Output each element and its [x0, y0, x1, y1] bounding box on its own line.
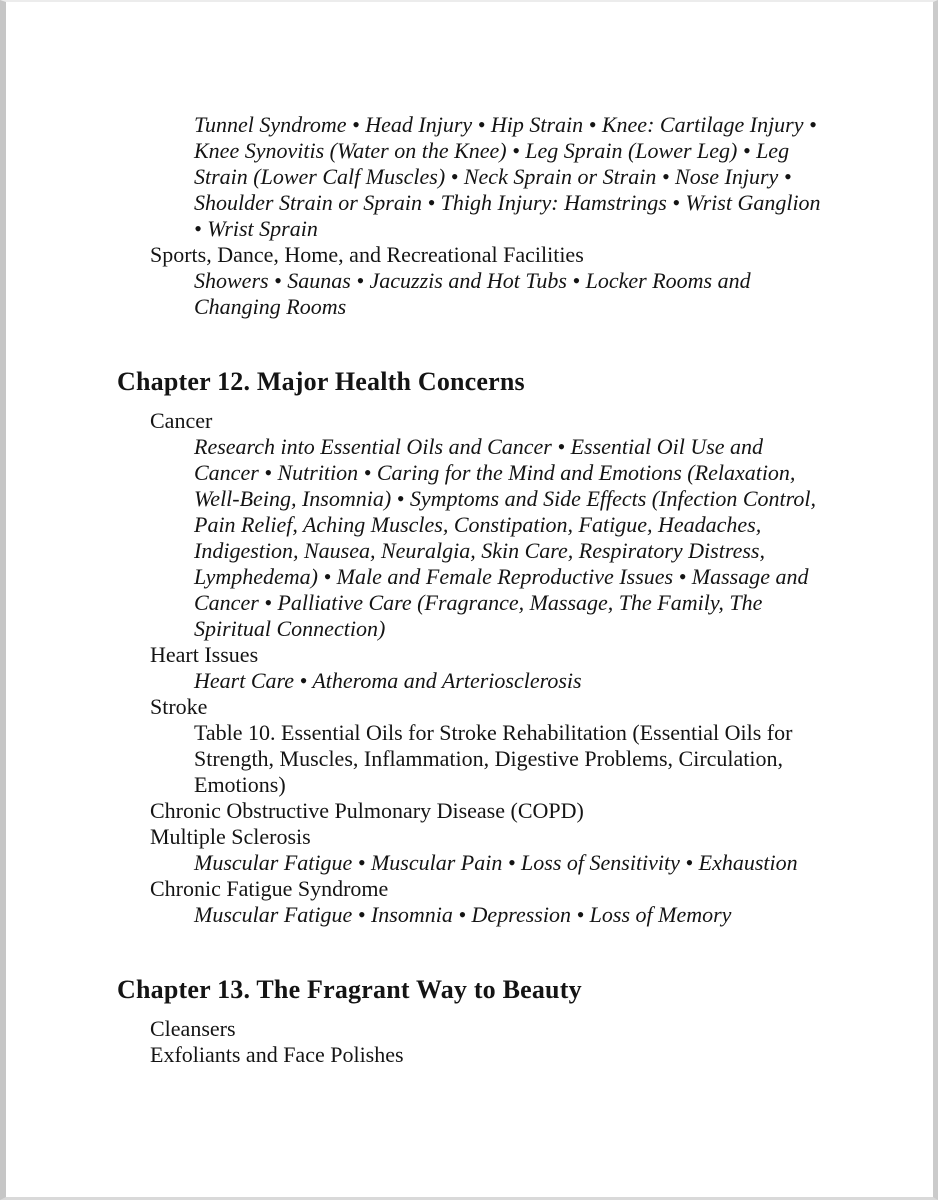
table-of-contents — [117, 112, 821, 1068]
toc-entry: Chronic Fatigue Syndrome — [150, 876, 389, 901]
toc-subentry: Muscular Fatigue • Insomnia • Depression • Loss of Memory — [194, 902, 732, 927]
chapter-heading: Chapter 13. The Fragrant Way to Beauty — [117, 975, 582, 1004]
toc-entry: Multiple Sclerosis — [150, 824, 311, 849]
toc-entry: Chronic Obstructive Pulmonary Disease (COPD) — [150, 798, 584, 823]
toc-entry: Heart Issues — [150, 642, 259, 667]
chapter-heading: Chapter 12. Major Health Concerns — [117, 367, 525, 396]
page-content — [6, 2, 933, 1068]
toc-subentry: Muscular Fatigue • Muscular Pain • Loss of Sensitivity • Exhaustion — [194, 850, 798, 875]
toc-entry: Cleansers — [150, 1016, 236, 1041]
toc-entry: Stroke — [150, 694, 208, 719]
toc-subentry: Table 10. Essential Oils for Stroke Rehabilitation (Essential Oils for Strength, Muscles, Inflammation, Digestive Problems, Circulation, Emotions) — [194, 720, 793, 797]
toc-subentry: Research into Essential Oils and Cancer • Essential Oil Use and Cancer • Nutrition • Caring for the Mind and Emotions (Relaxation, Well-Being, Insomnia) • Symptoms and Side Effects (Infection Control, Pain Relief, Aching Muscles, Constipation, Fatigue, Headaches, Indigestion, Nausea, Neuralgia, Skin Care, Respiratory Distress, Lymphedema) • Male and Female Reproductive Issues • Massage and Cancer • Palliative Care (Fragrance, Massage, The Family, The Spiritual Connection) — [194, 434, 816, 641]
toc-subentry: Heart Care • Atheroma and Arteriosclerosis — [194, 668, 582, 693]
toc-entry: Cancer — [150, 408, 213, 433]
toc-entry: Exfoliants and Face Polishes — [150, 1042, 404, 1067]
toc-subentry: Tunnel Syndrome • Head Injury • Hip Strain • Knee: Cartilage Injury • Knee Synovitis (Water on the Knee) • Leg Sprain (Lower Leg) • Leg Strain (Lower Calf Muscles) • Neck Sprain or Strain • Nose Injury • Shoulder Strain or Sprain • Thigh Injury: Hamstrings • Wrist Ganglion • Wrist Sprain — [194, 112, 821, 241]
toc-entry: Sports, Dance, Home, and Recreational Facilities — [150, 242, 584, 267]
toc-subentry: Showers • Saunas • Jacuzzis and Hot Tubs • Locker Rooms and Changing Rooms — [194, 268, 751, 319]
